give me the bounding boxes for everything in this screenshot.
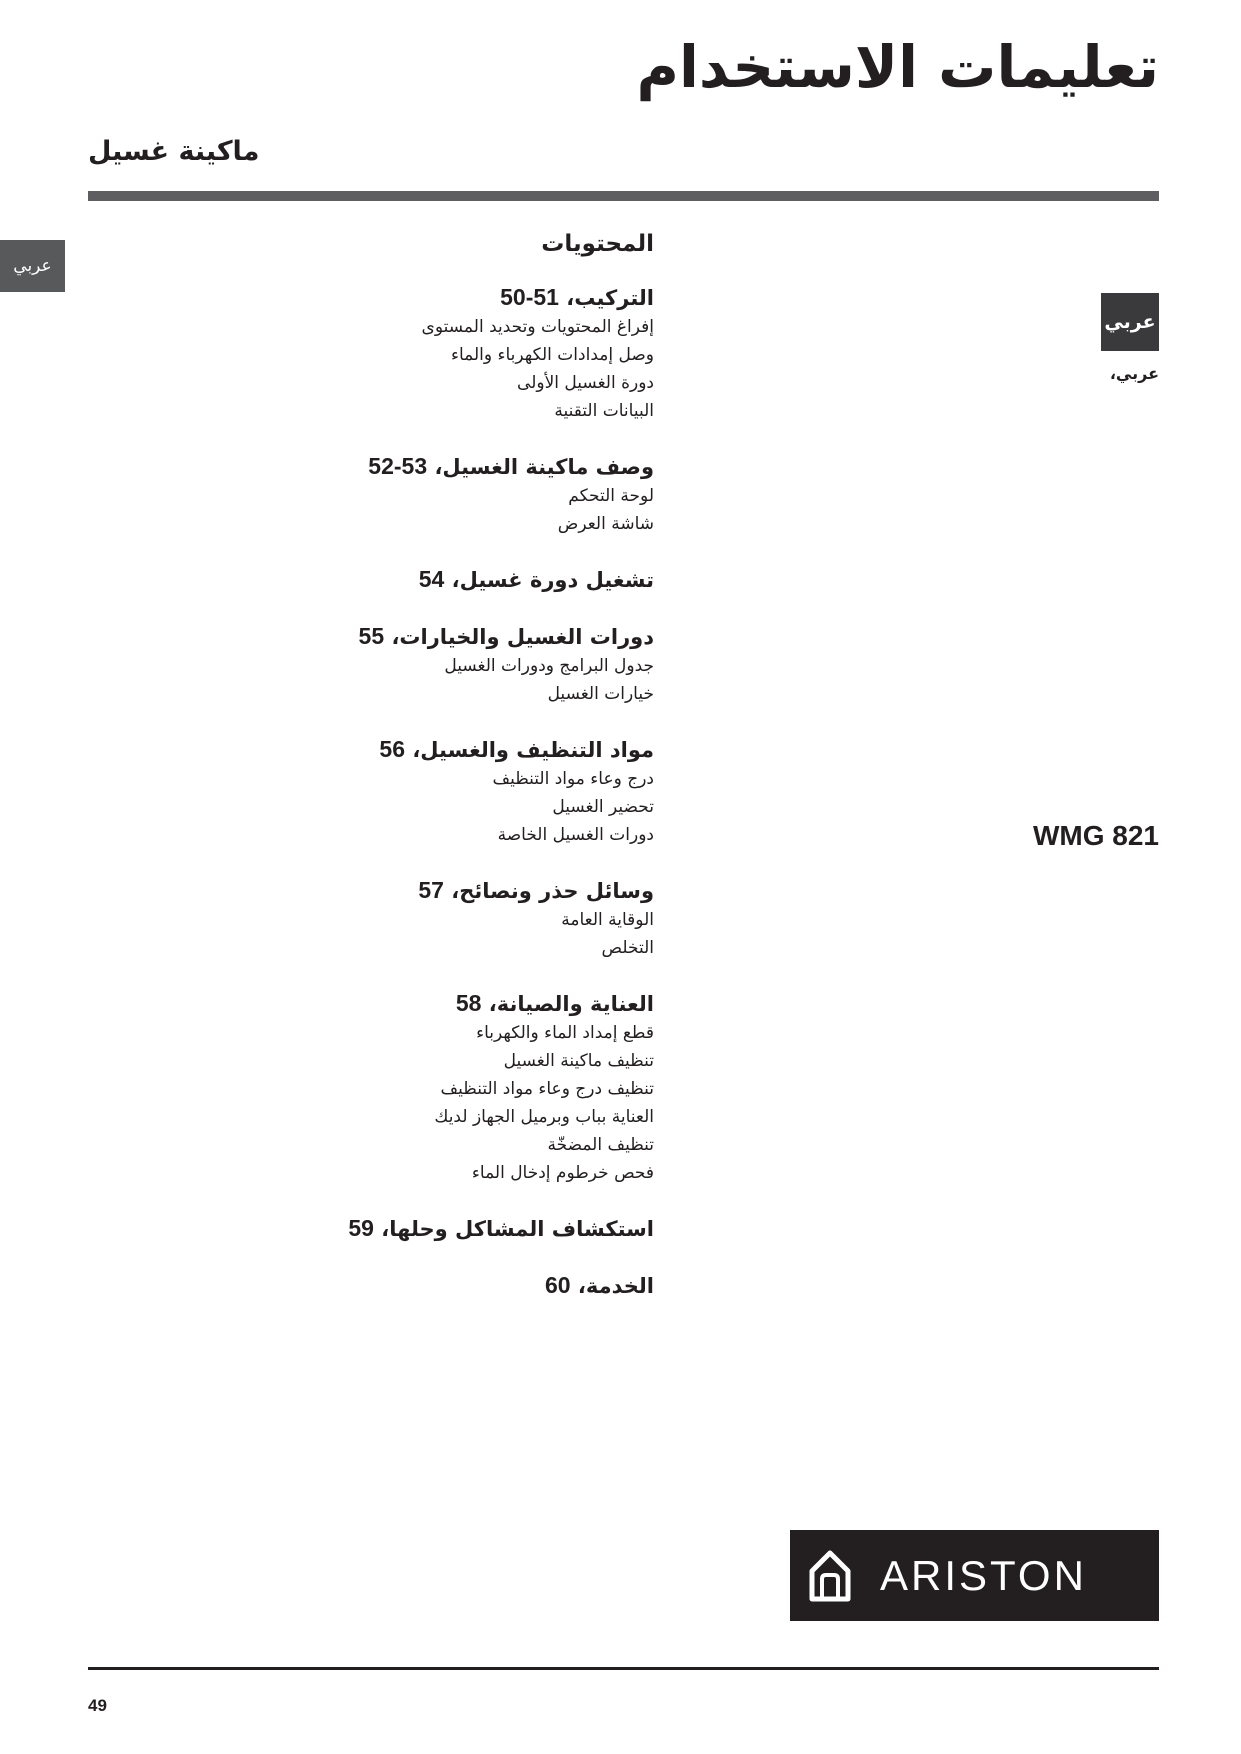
page-number: 49	[88, 1696, 107, 1715]
toc-section-heading	[94, 1213, 654, 1244]
toc-section	[94, 451, 654, 538]
toc-section	[94, 621, 654, 708]
toc-section-heading	[94, 282, 654, 313]
toc-page-range: 50-51	[500, 283, 559, 310]
toc-item: البيانات التقنية	[554, 400, 654, 421]
toc-item: فحص خرطوم إدخال الماء	[471, 1163, 654, 1184]
language-side-tab: عربي	[0, 240, 65, 292]
toc-page-range: 57	[418, 877, 444, 904]
toc-item: تنظيف ماكينة الغسيل	[503, 1051, 654, 1072]
toc-section-heading	[94, 734, 654, 765]
product-subtitle: ماكينة غسيل	[88, 136, 260, 167]
header-divider	[88, 191, 1159, 201]
toc-page-range: 59	[348, 1215, 374, 1242]
toc-item: جدول البرامج ودورات الغسيل	[444, 656, 654, 677]
toc-section	[94, 734, 654, 849]
toc-section	[94, 1270, 654, 1301]
page-title: تعليمات الاستخدام	[636, 33, 1159, 101]
toc-section-heading	[94, 564, 654, 595]
toc-page-range: 60	[545, 1272, 571, 1299]
toc-item: لوحة التحكم	[568, 485, 654, 506]
language-caption: عربي،	[1109, 364, 1159, 383]
toc-heading-text: استكشاف المشاكل وحلها،	[381, 1217, 654, 1242]
brand-logo	[790, 1530, 1159, 1621]
toc-page-range: 56	[379, 736, 405, 763]
toc-item: دورة الغسيل الأولى	[517, 372, 654, 393]
house-icon	[808, 1549, 852, 1603]
toc-item: تحضير الغسيل	[552, 797, 654, 818]
toc-item: إفراغ المحتويات وتحديد المستوى	[421, 316, 654, 337]
toc-section	[94, 875, 654, 962]
table-of-contents	[94, 230, 654, 1327]
toc-title: المحتويات	[541, 231, 654, 257]
toc-page-range: 55	[358, 623, 385, 650]
toc-page-range: 58	[455, 990, 482, 1017]
toc-heading-text: دورات الغسيل والخيارات،	[391, 625, 654, 650]
toc-heading-text: التركيب،	[566, 285, 654, 310]
toc-heading-text: وصف ماكينة الغسيل،	[434, 454, 654, 479]
toc-item: قطع إمداد الماء والكهرباء	[476, 1023, 654, 1044]
language-badge: عربي	[1101, 293, 1159, 351]
toc-heading-text: مواد التنظيف والغسيل،	[412, 738, 654, 763]
toc-section-heading	[94, 451, 654, 482]
toc-heading-text: العناية والصيانة،	[488, 992, 654, 1017]
toc-item: الوقاية العامة	[561, 910, 654, 931]
toc-heading-text: تشغيل دورة غسيل،	[451, 567, 654, 592]
toc-item: التخلص	[601, 938, 654, 959]
toc-section-heading	[94, 1270, 654, 1301]
toc-section	[94, 282, 654, 425]
toc-page-range: 52-53	[368, 452, 428, 479]
brand-name: ARISTON	[880, 1551, 1087, 1599]
toc-item: خيارات الغسيل	[547, 684, 654, 705]
toc-item: شاشة العرض	[557, 513, 654, 534]
toc-heading-text: وسائل حذر ونصائح،	[451, 879, 654, 904]
toc-item: تنظيف درج وعاء مواد التنظيف	[440, 1079, 654, 1100]
toc-item: درج وعاء مواد التنظيف	[492, 769, 654, 790]
toc-item: وصل إمدادات الكهرباء والماء	[450, 344, 654, 365]
model-number: WMG 821	[1032, 820, 1159, 851]
toc-sections	[94, 282, 654, 1301]
toc-section-heading	[94, 988, 654, 1019]
toc-section-heading	[94, 621, 654, 652]
footer-divider	[88, 1667, 1159, 1670]
toc-item: دورات الغسيل الخاصة	[497, 825, 654, 846]
toc-section	[94, 564, 654, 595]
toc-item: العناية بباب وبرميل الجهاز لديك	[434, 1107, 654, 1128]
toc-heading-text: الخدمة،	[577, 1274, 654, 1299]
toc-section	[94, 988, 654, 1187]
toc-section-heading	[94, 875, 654, 906]
toc-page-range: 54	[418, 565, 445, 592]
toc-section	[94, 1213, 654, 1244]
toc-item: تنظيف المضخّة	[547, 1135, 654, 1156]
